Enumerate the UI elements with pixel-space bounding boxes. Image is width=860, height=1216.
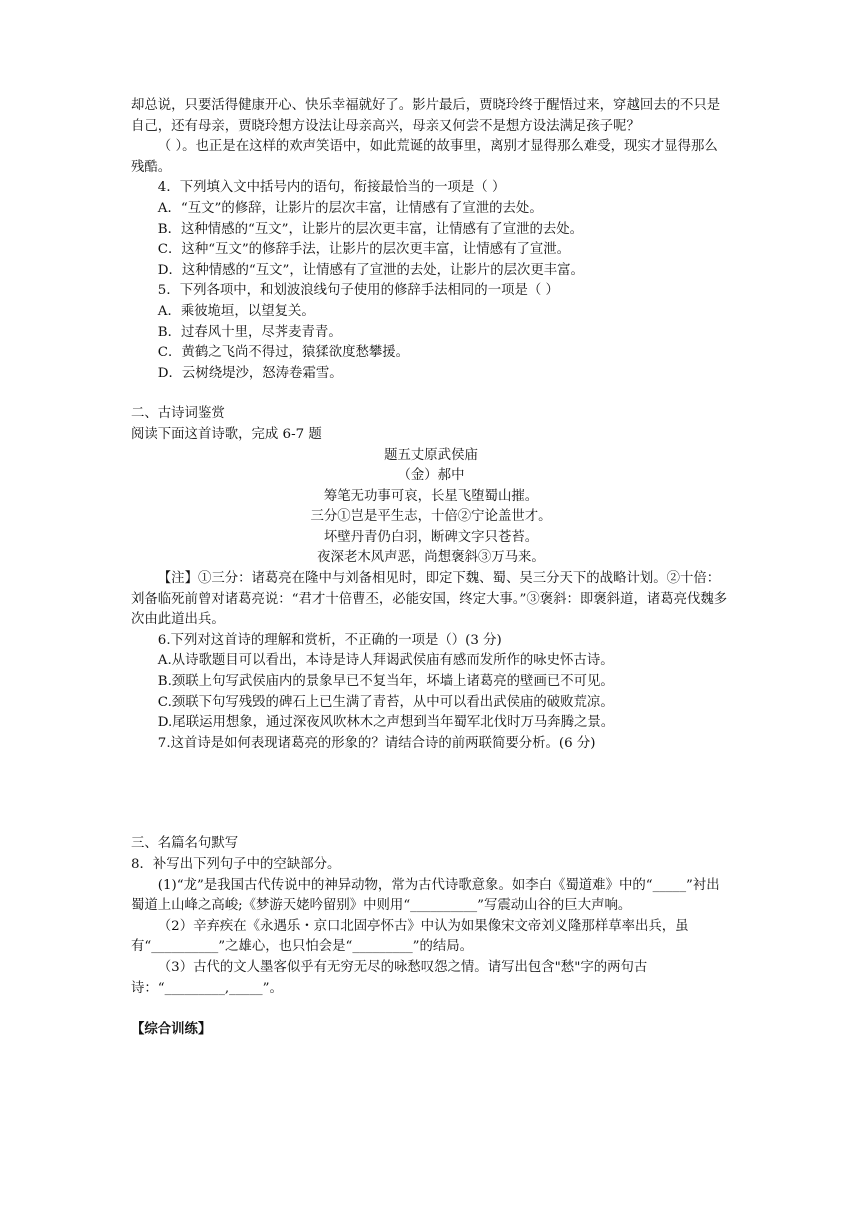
intro-paragraph-2: （ ）。也正是在这样的欢声笑语中，如此荒诞的故事里，离别才显得那么难受，现实才显得那么残酷。 <box>131 139 718 175</box>
q8-stem: 8．补写出下列句子中的空缺部分。 <box>131 857 341 872</box>
q5-option-c: C．黄鹤之飞尚不得过，猿猱欲度愁攀援。 <box>157 345 410 361</box>
answer-space <box>131 754 731 834</box>
q6-option-c: C.颈联下句写残毁的碑石上已生满了青苔，从中可以看出武侯庙的破败荒凉。 <box>157 694 614 710</box>
section-3-heading: 三、名篇名句默写 <box>131 836 239 852</box>
q5-option-b: B．过春风十里，尽荠麦青青。 <box>157 324 342 340</box>
section-label-comprehensive: 【综合训练】 <box>131 1021 212 1038</box>
poem-line: 坏壁丹青仍白羽，断碑文字只苍苔。 <box>323 529 539 545</box>
section-2-instruction: 阅读下面这首诗歌，完成 6-7 题 <box>131 426 322 442</box>
intro-paragraph-1: 却总说，只要活得健康开心、快乐幸福就好了。影片最后，贾晓玲终于醒悟过来，穿越回去的不只是自己，还有母亲，贾晓玲想方设法让母亲高兴，母亲又何尝不是想方设法满足孩子呢？ <box>131 98 721 134</box>
q4-option-c: C．这种“互文”的修辞手法，让影片的层次更丰富，让情感有了宣泄。 <box>157 242 571 258</box>
document-page <box>131 96 731 1040</box>
q4-option-b: B．这种情感的“互文”，让影片的层次更丰富，让情感有了宣泄的去处。 <box>157 221 584 237</box>
q5-stem: 5．下列各项中，和划波浪线句子使用的修辞手法相同的一项是（ ） <box>157 283 559 299</box>
q8-item-3: （3）古代的文人墨客似乎有无穷无尽的咏愁叹怨之情。请写出包含"愁"字的两句古诗：“_________,_____”。 <box>131 959 648 996</box>
poem-title: 题五丈原武侯庙 <box>384 447 478 463</box>
poem-note: 【注】①三分：诸葛亮在隆中与刘备相见时，即定下魏、蜀、吴三分天下的战略计划。②十倍：刘备临死前曾对诸葛亮说：“君才十倍曹丕，必能安国，终定大事。”③褒斜：即褒斜道，诸葛亮伐魏多次由此道出兵。 <box>131 571 728 628</box>
q5-option-a: A．乘彼垝垣，以望复关。 <box>157 303 315 319</box>
q4-stem: 4．下列填入文中括号内的语句，衔接最恰当的一项是（ ） <box>157 180 506 196</box>
q6-option-a: A.从诗歌题目可以看出，本诗是诗人拜谒武侯庙有感而发所作的咏史怀古诗。 <box>157 653 614 669</box>
q8-item-2: （2）辛弃疾在《永遇乐・京口北固亭怀古》中认为如果像宋文帝刘义隆那样草率出兵，虽有“__________”之雄心，也只怕会是“_________”的结局。 <box>131 918 689 955</box>
q4-option-a: A．“互文”的修辞，让影片的层次丰富，让情感有了宣泄的去处。 <box>157 200 543 216</box>
poem-line: 三分①岂是平生志，十倍②宁论盖世才。 <box>310 509 552 525</box>
q6-option-b: B.颈联上句写武侯庙内的景象早已不复当年，坏墙上诸葛亮的壁画已不可见。 <box>157 674 614 690</box>
q6-option-d: D.尾联运用想象，通过深夜风吹林木之声想到当年蜀军北伐时万马奔腾之景。 <box>157 715 615 731</box>
poem-author: （金）郝中 <box>397 468 465 484</box>
q7-stem: 7.这首诗是如何表现诸葛亮的形象的？请结合诗的前两联简要分析。(6 分) <box>157 735 596 751</box>
poem-line: 夜深老木风声恶，尚想褒斜③万马来。 <box>317 550 545 566</box>
q6-stem: 6.下列对这首诗的理解和赏析，不正确的一项是（）(3 分) <box>157 632 502 648</box>
section-2-heading: 二、古诗词鉴赏 <box>131 406 225 422</box>
poem-line: 筹笔无功事可哀，长星飞堕蜀山摧。 <box>323 488 539 504</box>
q4-option-d: D．这种情感的“互文”，让情感有了宣泄的去处，让影片的层次更丰富。 <box>157 262 584 278</box>
q8-item-1: (1)“龙”是我国古代传说中的神异动物，常为古代诗歌意象。如李白《蜀道难》中的“_____”衬出蜀道上山峰之高峻;《梦游天姥吟留别》中则用“__________”写震动山谷的巨大声响。 <box>131 877 720 914</box>
spacer <box>131 999 731 1019</box>
q5-option-d: D．云树绕堤沙，怒涛卷霜雪。 <box>157 365 343 381</box>
